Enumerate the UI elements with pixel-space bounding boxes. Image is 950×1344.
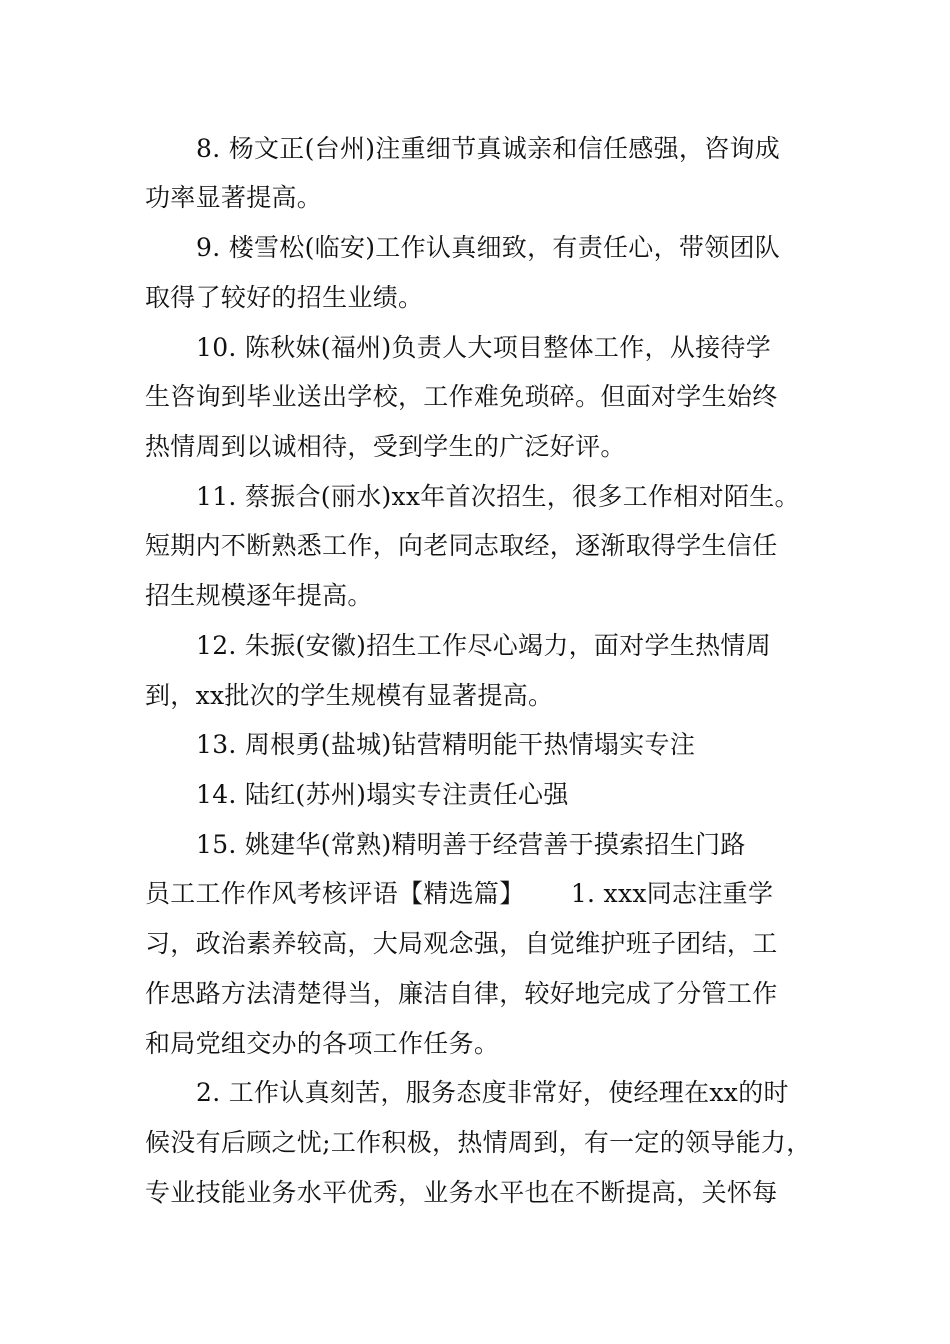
text-line-4: 取得了较好的招生业绩。 bbox=[145, 283, 424, 312]
text-line-9: 短期内不断熟悉工作，向老同志取经，逐渐取得学生信任 bbox=[145, 531, 778, 560]
text-line-15: 15. 姚建华(常熟)精明善于经营善于摸索招生门路 bbox=[196, 830, 746, 859]
text-line-17: 习，政治素养较高，大局观念强，自觉维护班子团结，工 bbox=[145, 929, 778, 958]
text-line-10: 招生规模逐年提高。 bbox=[145, 581, 373, 610]
text-line-13: 13. 周根勇(盐城)钻营精明能干热情塌实专注 bbox=[196, 730, 696, 759]
text-line-3: 9. 楼雪松(临安)工作认真细致，有责任心，带领团队 bbox=[196, 233, 781, 262]
text-line-1: 8. 杨文正(台州)注重细节真诚亲和信任感强，咨询成 bbox=[196, 134, 781, 163]
text-line-21: 候没有后顾之忧;工作积极，热情周到，有一定的领导能力， bbox=[145, 1128, 812, 1157]
text-line-2: 功率显著提高。 bbox=[145, 183, 323, 212]
text-line-12: 到，xx批次的学生规模有显著提高。 bbox=[145, 681, 554, 710]
text-line-11: 12. 朱振(安徽)招生工作尽心竭力，面对学生热情周 bbox=[196, 631, 772, 660]
text-line-5: 10. 陈秋妹(福州)负责人大项目整体工作，从接待学 bbox=[196, 333, 772, 362]
text-line-19: 和局党组交办的各项工作任务。 bbox=[145, 1029, 500, 1058]
text-line-6: 生咨询到毕业送出学校，工作难免琐碎。但面对学生始终 bbox=[145, 382, 778, 411]
text-line-18: 作思路方法清楚得当，廉洁自律，较好地完成了分管工作 bbox=[145, 979, 778, 1008]
text-line-14: 14. 陆红(苏州)塌实专注责任心强 bbox=[196, 780, 569, 809]
text-line-20: 2. 工作认真刻苦，服务态度非常好，使经理在xx的时 bbox=[196, 1078, 789, 1107]
text-line-8: 11. 蔡振合(丽水)xx年首次招生，很多工作相对陌生。 bbox=[196, 482, 800, 511]
text-line-16: 员工工作作风考核评语【精选篇】 1. xxx同志注重学 bbox=[145, 879, 774, 908]
text-line-7: 热情周到以诚相待，受到学生的广泛好评。 bbox=[145, 432, 626, 461]
text-line-22: 专业技能业务水平优秀，业务水平也在不断提高，关怀每 bbox=[145, 1178, 778, 1207]
